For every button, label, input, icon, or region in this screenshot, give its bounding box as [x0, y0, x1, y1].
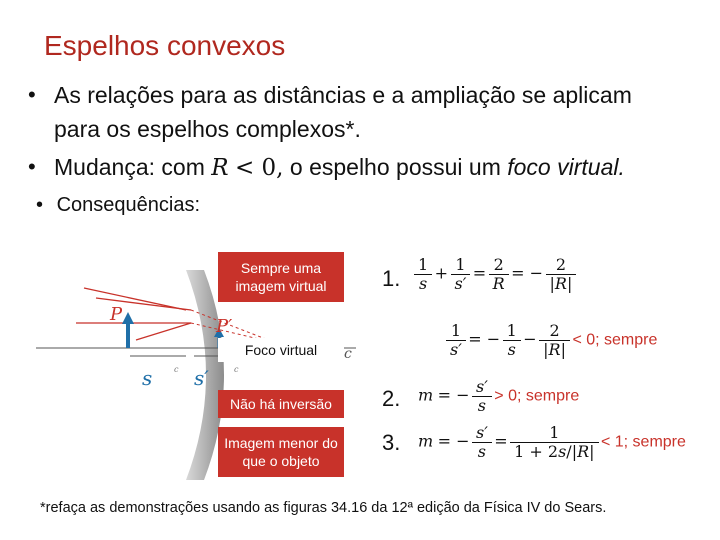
equation-2-sempre: > 0; sempre: [494, 387, 580, 405]
bullet-3-text: Consequências:: [56, 194, 201, 216]
box-imagem-menor: Imagem menor do que o objeto: [218, 427, 344, 477]
box-nao-ha-inversao: Não há inversão: [218, 390, 344, 418]
label-c-right: c: [344, 346, 352, 362]
label-P-prime: P′: [216, 316, 233, 337]
bullet-3: [36, 194, 200, 217]
bullet-dot-icon: •: [36, 194, 44, 216]
label-P: P: [110, 304, 123, 325]
bullet-1-line-1: As relações para as distâncias e a ampliação se aplicam: [54, 82, 632, 108]
bullet-2-prefix: Mudança: com: [54, 154, 205, 180]
label-c-small-1: c: [174, 365, 179, 374]
equation-3: m = − $\frac{s'}{s}$ = $\frac{1}{1 + 2s/|R|}$ < 1; sempre: [418, 423, 686, 461]
equation-3-sempre: < 1; sempre: [600, 433, 686, 451]
label-s-prime: s′: [194, 366, 209, 390]
bullet-2: [28, 150, 718, 184]
reflected-ray-2: [136, 323, 191, 340]
bullet-1-line-2: para os espelhos complexos*.: [54, 116, 361, 142]
bullet-2-emphasis: foco virtual.: [507, 154, 625, 180]
bullet-2-math-rest: < 0,: [234, 155, 284, 181]
box-sempre-imagem-virtual: Sempre uma imagem virtual: [218, 252, 344, 302]
box-foco-virtual: Foco virtual: [218, 338, 344, 362]
equation-number-2: 2.: [382, 386, 401, 411]
equation-1: $\frac{1}{s}$ + $\frac{1}{s'}$ = $\frac{2}{R}$ = − $\frac{2}{|R|}$: [416, 256, 574, 293]
equation-1-sempre: < 0; sempre: [572, 331, 658, 349]
label-c-small-2: c: [234, 365, 239, 374]
slide-title: Espelhos convexos: [44, 30, 286, 61]
bullet-2-text: [54, 150, 625, 185]
bullet-dot-icon: •: [28, 82, 36, 107]
equation-1b: $\frac{1}{s'}$ = − $\frac{1}{s}$ − $\frac{2}{|R|}$ < 0; sempre: [448, 322, 657, 359]
equation-number-3: 3.: [382, 430, 401, 455]
equation-number-1: 1.: [382, 266, 401, 291]
equation-2: m = − $\frac{s'}{s}$ > 0; sempre: [418, 377, 580, 415]
bullet-1: [28, 78, 708, 148]
footnote: *refaça as demonstrações usando as figuras 34.16 da 12ª edição da Física IV do Sears.: [40, 500, 607, 516]
bullet-2-math-var: R: [211, 155, 229, 181]
bullet-2-suffix: o espelho possui um: [289, 154, 501, 180]
bullet-dot-icon: •: [28, 154, 36, 179]
label-s: s: [142, 366, 153, 390]
object-arrow-head: [122, 312, 134, 324]
